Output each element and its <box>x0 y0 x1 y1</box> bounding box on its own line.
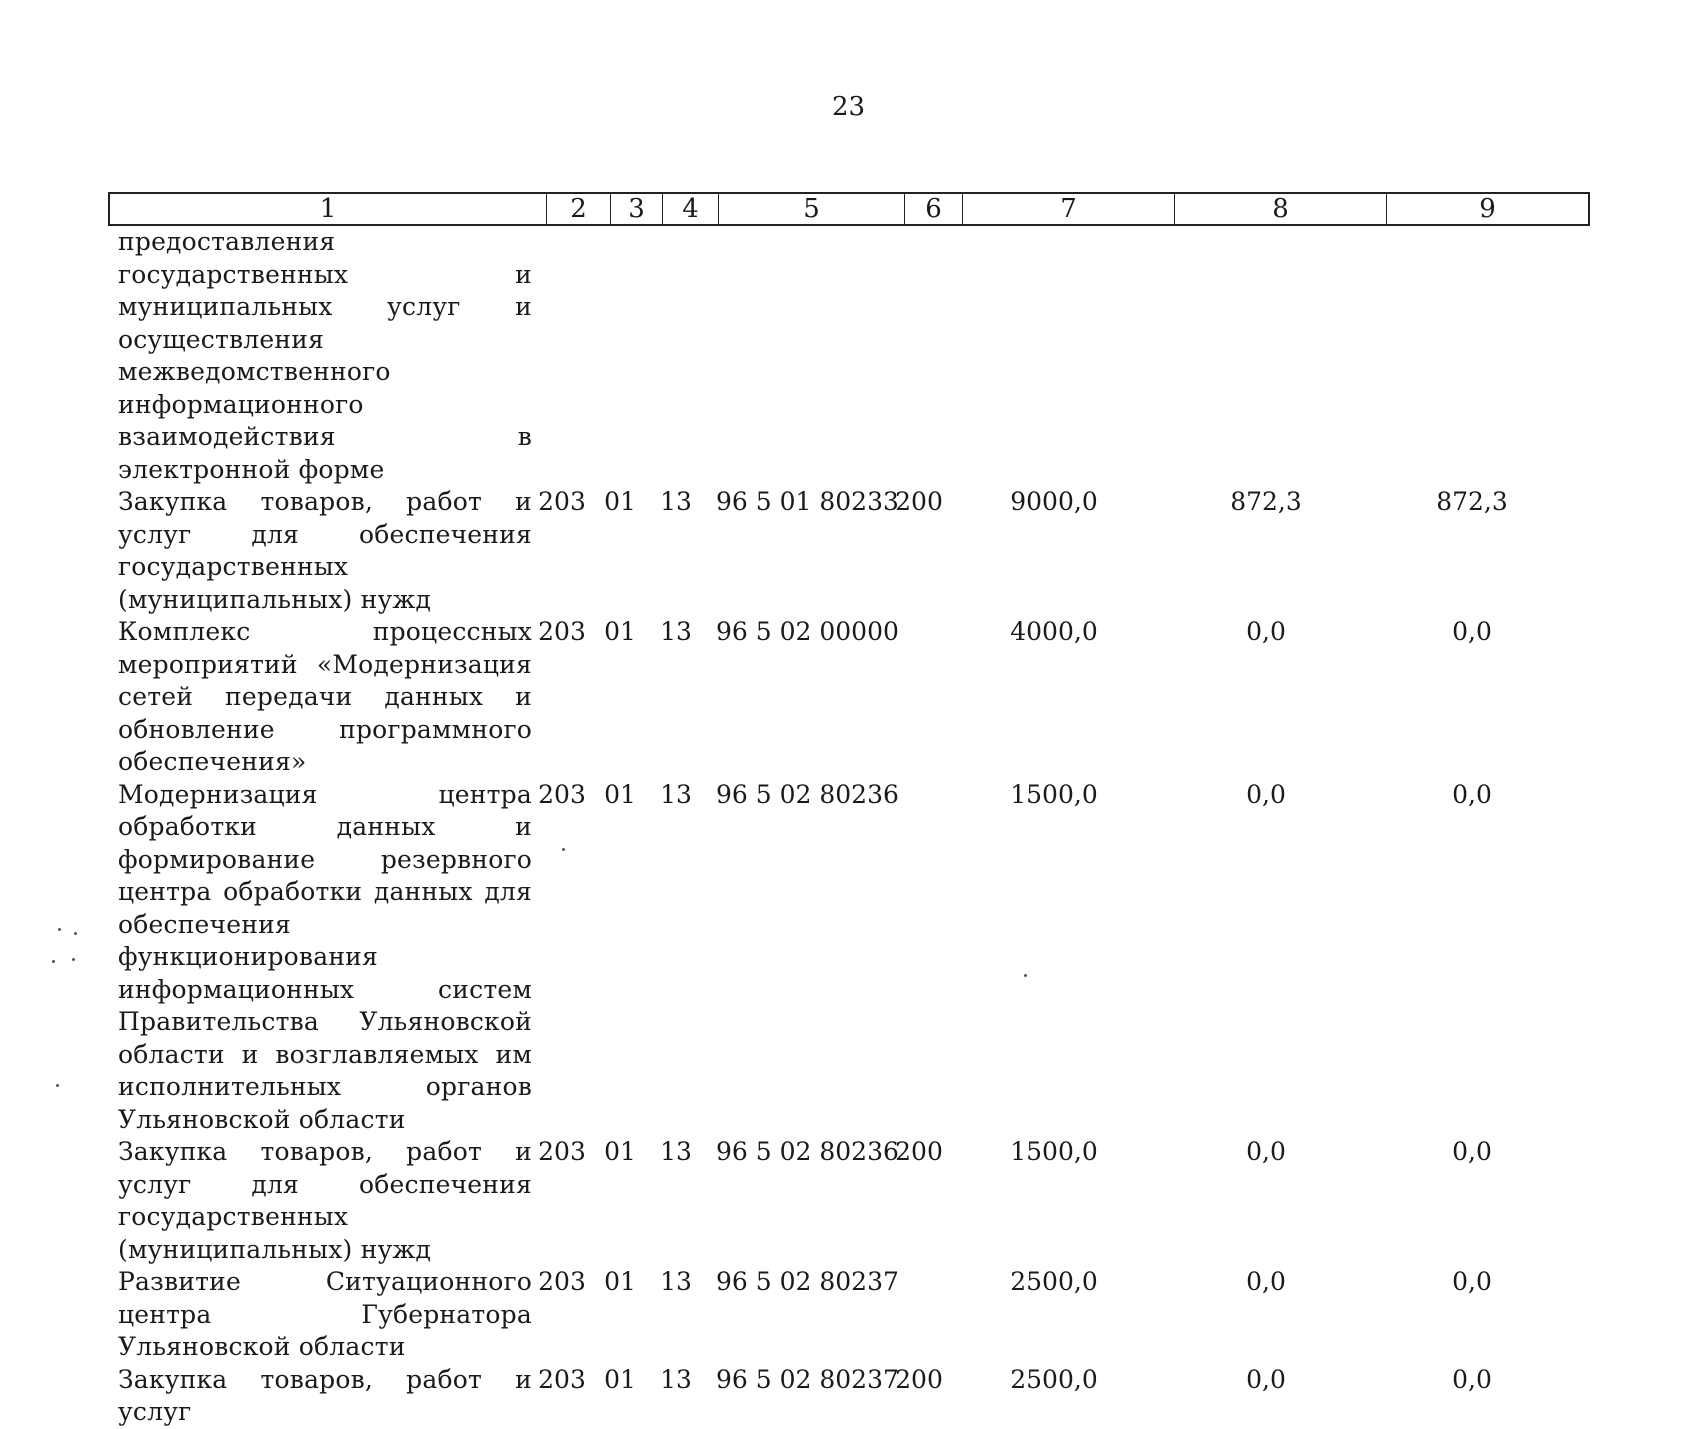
header-col-6: 6 <box>904 194 962 224</box>
row-col-5: 96 5 02 80236 <box>716 1137 899 1166</box>
row-col-7: 9000,0 <box>1010 487 1098 516</box>
row-col-5: 96 5 02 80237 <box>716 1364 899 1394</box>
row-col-7: 2500,0 <box>1010 1267 1098 1296</box>
row-name: Закупка товаров, работ и услуг для обеспечения государственных (муниципальных) нужд <box>118 487 532 614</box>
row-col-9: 0,0 <box>1452 1364 1492 1394</box>
table-row <box>118 1364 1572 1429</box>
row-col-8: 0,0 <box>1246 779 1286 809</box>
row-col-4: 13 <box>660 1364 692 1394</box>
scan-speck <box>72 958 75 961</box>
scan-speck <box>1024 974 1027 977</box>
scan-speck <box>562 848 565 851</box>
header-col-9: 9 <box>1386 194 1588 224</box>
header-col-7: 7 <box>962 194 1174 224</box>
header-col-2: 2 <box>546 194 610 224</box>
table-row <box>118 616 1572 779</box>
row-col-5: 96 5 02 80237 <box>716 1267 899 1296</box>
row-col-2: 203 <box>538 1364 586 1394</box>
header-col-3: 3 <box>610 194 662 224</box>
row-col-5: 96 5 01 80233 <box>716 487 899 516</box>
row-col-9: 0,0 <box>1452 1137 1492 1166</box>
row-col-4: 13 <box>660 1267 692 1296</box>
row-col-6: 200 <box>895 487 943 516</box>
row-col-8: 0,0 <box>1246 1364 1286 1394</box>
table-row <box>118 486 1572 616</box>
row-col-9: 0,0 <box>1452 779 1492 809</box>
scan-speck <box>56 1084 59 1087</box>
row-col-5: 96 5 02 80236 <box>716 779 899 809</box>
header-col-4: 4 <box>662 194 718 224</box>
table-row <box>118 1136 1572 1266</box>
table-body <box>118 226 1572 1429</box>
row-col-7: 1500,0 <box>1010 779 1098 809</box>
row-name: Комплекс процессных мероприятий «Модернизация сетей передачи данных и обновление программного обеспечения» <box>118 617 532 776</box>
row-col-7: 1500,0 <box>1010 1137 1098 1166</box>
row-col-3: 01 <box>604 1137 636 1166</box>
row-col-9: 872,3 <box>1436 487 1508 516</box>
row-col-4: 13 <box>660 1137 692 1166</box>
table-row <box>118 779 1572 1137</box>
header-col-5: 5 <box>718 194 904 224</box>
row-col-2: 203 <box>538 487 586 516</box>
row-name: Развитие Ситуационного центра Губернатора Ульяновской области <box>118 1267 532 1361</box>
row-col-7: 2500,0 <box>1010 1364 1098 1394</box>
row-col-4: 13 <box>660 779 692 809</box>
row-col-2: 203 <box>538 779 586 809</box>
table-row <box>118 1266 1572 1364</box>
row-col-2: 203 <box>538 617 586 646</box>
row-col-3: 01 <box>604 1267 636 1296</box>
scan-speck <box>58 928 61 931</box>
page-number: 23 <box>831 92 866 122</box>
row-name: предоставления государственных и муниципальных услуг и осуществления межведомственного информационного взаимодействия в электронной форме <box>118 227 532 484</box>
header-col-8: 8 <box>1174 194 1386 224</box>
row-col-4: 13 <box>660 617 692 646</box>
row-name: Закупка товаров, работ и услуг для обеспечения государственных (муниципальных) нужд <box>118 1137 532 1264</box>
row-col-3: 01 <box>604 617 636 646</box>
row-col-7: 4000,0 <box>1010 617 1098 646</box>
row-col-8: 0,0 <box>1246 1137 1286 1166</box>
header-col-1: 1 <box>319 194 337 224</box>
row-col-3: 01 <box>604 487 636 516</box>
row-col-5: 96 5 02 00000 <box>716 617 899 646</box>
scan-speck <box>74 932 77 935</box>
row-col-8: 0,0 <box>1246 1267 1286 1296</box>
row-col-2: 203 <box>538 1267 586 1296</box>
row-col-8: 872,3 <box>1230 487 1302 516</box>
scan-speck <box>52 960 55 963</box>
row-name: Закупка товаров, работ и услуг <box>118 1364 532 1426</box>
table-row <box>118 226 1572 486</box>
row-col-8: 0,0 <box>1246 617 1286 646</box>
row-col-9: 0,0 <box>1452 617 1492 646</box>
row-col-9: 0,0 <box>1452 1267 1492 1296</box>
row-col-3: 01 <box>604 779 636 809</box>
row-col-6: 200 <box>895 1137 943 1166</box>
row-name: Модернизация центра обработки данных и формирование резервного центра обработки данных для обеспечения функционирования информационных систем Правительства Ульяновской области и возглавляемых им исполнительных органов Ульяновской области <box>118 779 532 1134</box>
table-header-row <box>108 192 1590 226</box>
row-col-6: 200 <box>895 1364 943 1394</box>
row-col-2: 203 <box>538 1137 586 1166</box>
row-col-3: 01 <box>604 1364 636 1394</box>
row-col-4: 13 <box>660 487 692 516</box>
